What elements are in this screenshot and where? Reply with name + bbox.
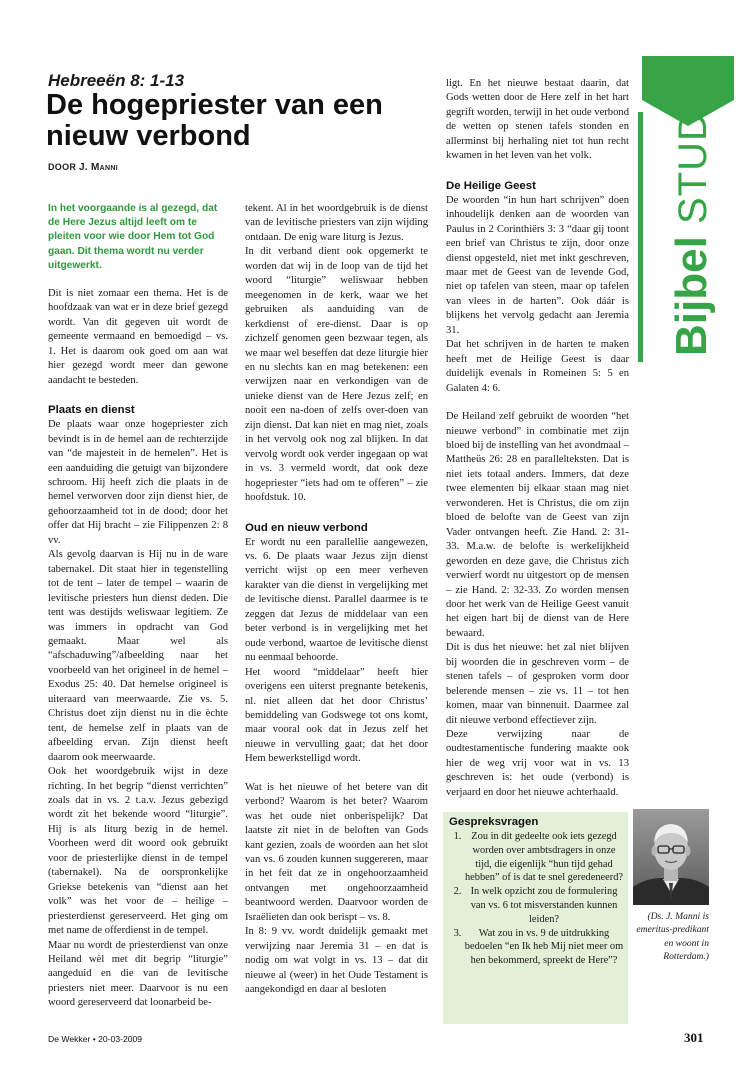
banner-word-studie: STUDIE <box>671 71 715 224</box>
paragraph: In 8: 9 vv. wordt duidelijk gemaakt met verwijzing naar Jeremia 31 – en dat is nodig om wat volgt in vs. 13 – dat dit nieuwe al (weer) in het Oude Testament is aangekondigd en daar al besloten <box>245 926 428 996</box>
question-item: 3. Wat zou in vs. 9 de uitdrukking bedoelen “en Ik heb Mij niet meer om hen bekommerd, spreekt de Here”? <box>464 927 624 968</box>
section-heading-de-heilige-geest: De Heilige Geest <box>446 179 536 192</box>
byline-author: J. Manni <box>79 162 118 173</box>
page-number: 301 <box>684 1030 704 1045</box>
photo-caption: (Ds. J. Manni is emeritus-predikant en woont in Rotterdam.) <box>636 911 709 963</box>
questions-list <box>449 830 624 968</box>
column-1 <box>48 202 228 1011</box>
author-photo <box>633 809 709 905</box>
section-heading-plaats-en-dienst: Plaats en dienst <box>48 404 135 417</box>
paragraph: Er wordt nu een parallellie aangewezen, vs. 6. De plaats waar Jezus zijn dienst verricht wijst op een meer verheven karakter van die dienst in vergelijking met de levitische dienst. Parallel daarmee is te zeggen dat Jezus de middelaar van een beter verbond is in vergelijking met het oude verbond, waartoe de levitische dienst nu eenmaal behoorde. <box>245 536 428 664</box>
discussion-questions-box <box>443 812 628 1024</box>
paragraph: De Heiland zelf gebruikt de woorden “het nieuwe verbond” in combinatie met zijn bloed bij de instelling van het avondmaal – Mattheüs 26: 28 en parallelteksten. Dat is niet iets totaal anders. Immers, dat deze twee elementen bij elkaar staan mag niet verwonderen. Het is Christus, die om zijn bloed de belofte van de Geest van zijn Vader ontvangen heeft. Zie Hand. 2: 31-33. M.a.w. de belofte is werkelijkheid geworden en deze gave, die Christus zich verwierf wordt nu uitgestort op de mensen – zie Hand. 2: 32-33. Zo worden mensen door het werk van de Heilige Geest vanuit het eigen hart bij de dienst van de Here bewaard. <box>446 411 629 639</box>
paragraph: De woorden “in hun hart schrijven” doen inhoudelijk denken aan de woorden van Paulus in 2 Corinthiërs 3: 3 “daar gij toont een brief van Christus te zijn, door onze dienst opgesteld, niet met inkt geschreven, maar met de Geest van de levende God, niet op tafelen van steen, maar op tafelen van vlees in de harten”. Ook dáár is blijkens het vervolg gedacht aan Jeremia 31. <box>446 194 629 336</box>
question-item: 1. Zou in dit gedeelte ook iets gezegd worden over ambtsdragers in onze tijd, die eigenlijk “hun tijd gehad hebben” of is dat te snel geredeneerd? <box>464 830 624 885</box>
paragraph: Dat het schrijven in de harten te maken heeft met de Heilige Geest is daar duidelijk evenals in Romeinen 5: 5 en Galaten 4: 6. <box>446 339 629 394</box>
paragraph: Het woord “middelaar” heeft hier overigens een uiterst pregnante betekenis, nl. niet alleen dat het door Christus’ bemiddeling van Godswege tot ons komt, maar vooral ook dat in Jezus zelf het nieuwe in vervulling gaat; dat het door Hem bewerkstelligd wordt. <box>245 666 428 765</box>
paragraph: Als gevolg daarvan is Hij nu in de ware tabernakel. Dit staat hier in tegenstelling tot de tent – later de tempel – waarin de levitische priesters hun dienst deden. Die tent was destijds weliswaar legitiem. Ze was immers in opdracht van God gemaakt. Maar wel als “afschaduwing”/afbeelding naar het voorbeeld van het origineel in de hemel – Exodus 25: 40. Dat hemelse origineel is uiteraard van meerwaarde. Zie vs. 5. Christus doet zijn dienst nu in die èchte tent, de hemelse zelf in plaats van de afbeelding ervan. Zijn dienst heeft daarom ook meerwaarde. <box>48 549 228 763</box>
article-title: De hogepriester van een nieuw verbond <box>46 89 383 152</box>
bijbel-studie-banner <box>636 40 736 370</box>
banner-graphic <box>636 40 736 370</box>
paragraph: Dít is dus het nieuwe: het zal niet blijven bij woorden die in geschreven vorm – de stenen tafels – of gesproken vorm door belerende mensen – zie vs. 11 – tot hen komen, maar van binnenuit. Daarmee zal dit nieuwe verbond effectiever zijn. <box>446 642 629 726</box>
column-2 <box>245 202 428 998</box>
column-3 <box>446 77 629 800</box>
paragraph: Deze verwijzing naar de oudtestamentische fundering maakte ook hier de weg vrij voor wat in vs. 13 geschreven is: het oude (verbond) is verjaard en door het nieuwe achterhaald. <box>446 729 629 798</box>
author-portrait-illustration <box>633 809 709 905</box>
paragraph: tekent. Al in het woordgebruik is de dienst van de levitische priesters van zijn wijding ontdaan. De enig ware liturg is Jezus. <box>245 203 428 243</box>
bible-reference: Hebreeën 8: 1-13 <box>48 71 185 90</box>
paragraph: Wat is het nieuwe of het betere van dit verbond? Waarom is het beter? Waarom was het oude niet onberispelijk? Dat laatste zit niet in de beloften van Gods kant gezien, zoals de woorden aan het slot van vs. 6 zouden kunnen suggereren, maar in het feit dat ze in ongehoorzaamheid ontvangen met ongehoorzaamheid beantwoord werden. Daarvoor worden de Israëlieten dan ook berispt – vs. 8. <box>245 781 428 923</box>
paragraph: De plaats waar onze hogepriester zich bevindt is in de hemel aan de rechterzijde van “de majesteit in de hemelen”. Het is een aanduiding die getuigt van bijzondere schroom. Hij heeft zich die plaats in de hemel verworven door zijn dienst hier, de gehoorzaamheid tot in de dood; door het offer dat Hij bracht – zie Filippenzen 2: 8 vv. <box>48 419 228 546</box>
question-item: 2. In welk opzicht zou de formulering van vs. 6 tot misverstanden kunnen leiden? <box>464 885 624 926</box>
questions-heading: Gespreksvragen <box>449 816 539 828</box>
intro-paragraph: In het voorgaande is al gezegd, dat de Here Jezus altijd leeft om te pleiten voor wie door Hem tot God gaan. Dit thema wordt nu verder uitgewerkt. <box>48 203 218 271</box>
banner-word-bijbel: Bijbel <box>667 236 716 356</box>
section-heading-oud-en-nieuw-verbond: Oud en nieuw verbond <box>245 521 368 534</box>
paragraph: ligt. En het nieuwe bestaat daarin, dat Gods wetten door de Here zelf in het hart gegrift worden, terwijl in het oude verbond de wetten op stenen tafels stonden en allerminst bij herhaling niet tot hun recht kwamen in het leven van het volk. <box>446 78 629 162</box>
paragraph: In dit verband dient ook opgemerkt te worden dat wij in de loop van de tijd het woord “liturgie” weliswaar hebben meegenomen in de kerk, waar we het gebruiken als aanduiding van de kerkdienst of ere-dienst. Daar is op zichzelf genomen geen bezwaar tegen, als we maar wel beseffen dat deze liturgie hier en nu slechts kan en mag betekenen: een verwijzen naar en verkondigen van de unieke dienst van de Here Jezus zelf; en nooit een na-doen of zelfs over-doen van zijn dienst. Dat kan niet en mag niet, zoals in het vervolg ook nog zal blijken. In dat vervolg wordt ook verder ingegaan op wat in vs. 3 vermeld wordt, dat ook deze hogepriester “iets had om te offeren” – zie hoofdstuk. 10. <box>245 246 428 504</box>
paragraph: Dit is niet zomaar een thema. Het is de hoofdzaak van wat er in deze brief gezegd wordt. Van dit gegeven uit wordt de gemeente vermaand en bemoedigd – vs. 1. Het is daarom ook goed om aan wat hier gezegd wordt meer dan gewone aandacht te besteden. <box>48 288 228 386</box>
paragraph: Maar nu wordt de priesterdienst van onze Heiland wèl met dit begrip “liturgie” aangeduid en die van de levitische priesters niet meer. Daarvoor is nu een woord gereserveerd dat loonarbeid be- <box>48 939 228 1009</box>
byline-prefix: DOOR <box>48 162 77 172</box>
byline <box>48 162 118 173</box>
banner-stripe <box>638 112 643 362</box>
publication-footer: De Wekker • 20-03-2009 <box>48 1034 143 1044</box>
paragraph: Ook het woordgebruik wijst in deze richting. In het begrip “dienst verrichten” zoals dat in vs. 2 t.a.v. Jezus gebezigd wordt zit het bekende woord “liturgie”. Hij is als liturg bezig in de hemel. Voorheen werd dit woord ook gebruikt voor de priesterlijke dienst in de tempel (tabernakel). Na de oorspronkelijke Griekse betekenis van “dienst aan het volk” was het voor de – heilige – priesterdienst gereserveerd. Het ging om met name de offerdienst in de tempel. <box>48 766 228 937</box>
